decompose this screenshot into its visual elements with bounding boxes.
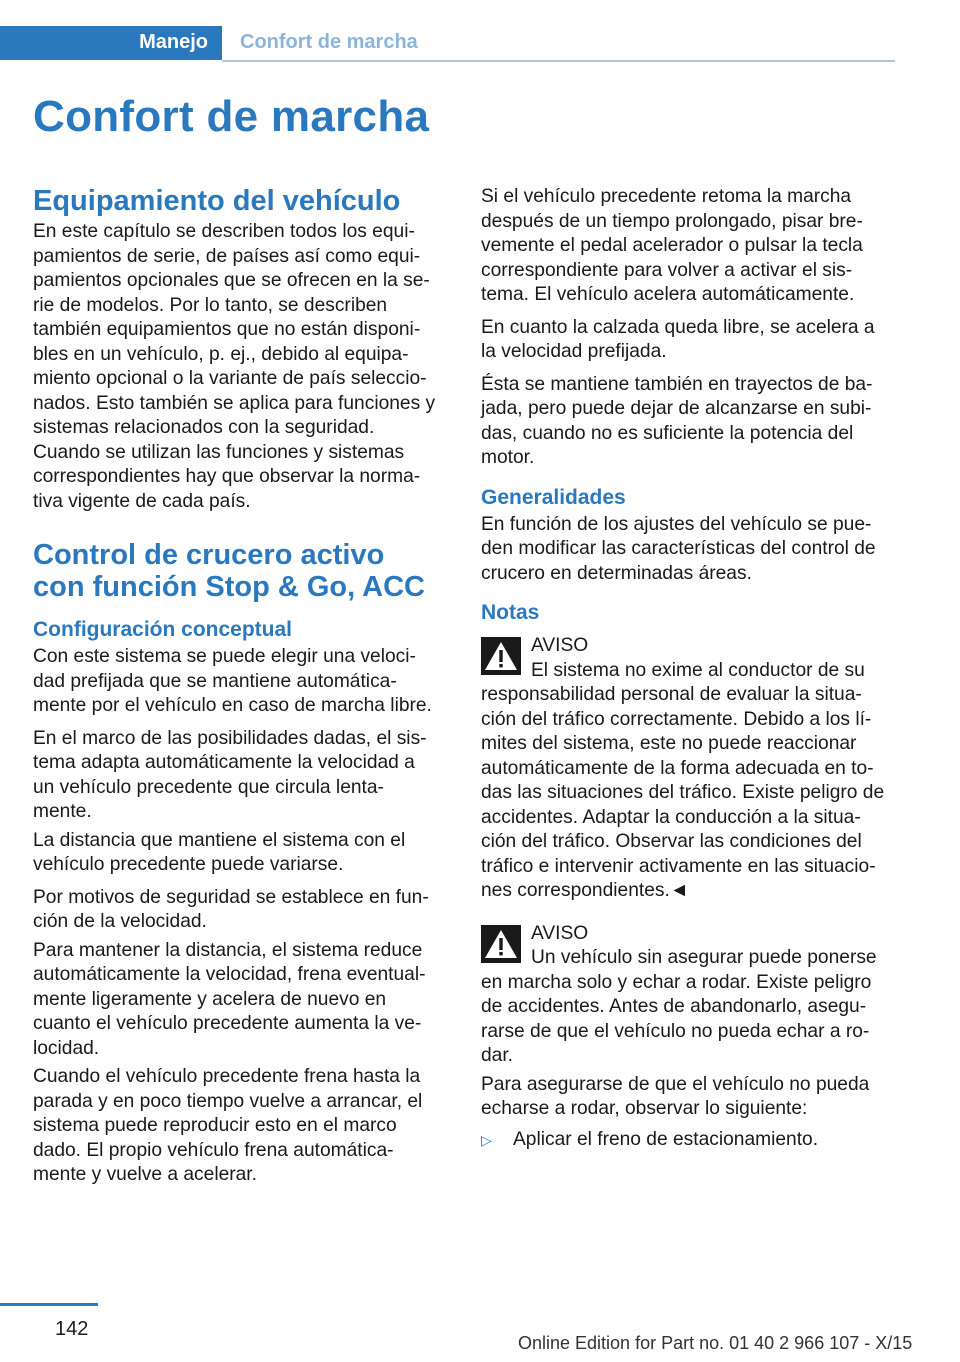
- paragraph-right-3: Ésta se mantiene también en trayectos de ba- jada, pero puede dejar de alcanzarse en subi- das, cuando no es suficiente la potencia del motor.: [481, 373, 873, 468]
- paragraph-acc-1: Con este sistema se puede elegir una veloci- dad prefijada que se mantiene automática- mente por el vehículo en caso de marcha libre.: [33, 646, 432, 716]
- warning-1: [481, 634, 901, 683]
- heading-acc: Control de crucero activo con función Stop & Go, ACC: [33, 539, 425, 603]
- paragraph-equipamiento: En este capítulo se describen todos los equi- pamientos de serie, de países así como equi- pamientos opcionales que se ofrecen en la se- rie de modelos. Por lo tanto, se describen también equipamientos que no están disponi- bles en un vehículo, p. ej., debido al equipa- miento opcional o la variante de país seleccio- nados. Esto también se aplica para funciones y sistemas relacionados con la seguridad. Cuando se utilizan las funciones y sistemas correspondientes hay que observar la norma- tiva vigente de cada país.: [33, 221, 436, 512]
- list-item: [481, 1128, 901, 1153]
- left-column: [33, 185, 453, 1196]
- warning-1-body: responsabilidad personal de evaluar la situa- ción del tráfico correctamente. Debido a los lí- mites del sistema, este no puede reaccionar automáticamente de la forma adecuada en to- das las situaciones del tráfico. Existe peligro de accidentes. Adaptar la conducción a la situa- ción del tráfico. Observar las condiciones del tráfico e intervenir activamente en las situacio- nes correspondientes.◄: [481, 684, 885, 901]
- warning-triangle-icon: [481, 925, 521, 963]
- edition-note: Online Edition for Part no. 01 40 2 966 107 - X/15: [518, 1333, 913, 1353]
- chapter-tabs: [0, 26, 895, 62]
- paragraph-acc-4: Por motivos de seguridad se establece en fun- ción de la velocidad.: [33, 886, 429, 932]
- paragraph-right-1: Si el vehículo precedente retoma la marcha después de un tiempo prolongado, pisar bre- vemente el pedal acelerador o pulsar la tecla correspondiente para volver a activar el sis- tema. El vehículo acelera automáticamente.: [481, 186, 863, 305]
- page-title: Confort de marcha: [33, 92, 430, 141]
- page-number: 142: [55, 1318, 89, 1340]
- right-column: [481, 185, 901, 1152]
- footer-divider: [0, 1303, 98, 1306]
- paragraph-generalidades: En función de los ajustes del vehículo se pue- den modificar las características del control de crucero en determinadas áreas.: [481, 513, 876, 584]
- paragraph-secure: Para asegurarse de que el vehículo no pueda echarse a rodar, observar lo siguiente:: [481, 1073, 870, 1119]
- paragraph-acc-6: Cuando el vehículo precedente frena hasta la parada y en poco tiempo vuelve a arrancar, el sistema puede reproducir esto en el marco dado. El propio vehículo frena automática- mente y vuelve a acelerar.: [33, 1066, 423, 1185]
- paragraph-acc-3: La distancia que mantiene el sistema con el vehículo precedente puede variarse.: [33, 829, 406, 875]
- list-item-text: Aplicar el freno de estacionamiento.: [513, 1128, 819, 1150]
- paragraph-acc-2: En el marco de las posibilidades dadas, el sis- tema adapta automáticamente la velocidad a un vehículo precedente que circula lenta- mente.: [33, 727, 427, 822]
- heading-configuracion: Configuración conceptual: [33, 618, 293, 641]
- warning-1-heading: AVISO El sistema no exime al conductor de su: [531, 635, 865, 681]
- paragraph-right-2: En cuanto la calzada queda libre, se acelera a la velocidad prefijada.: [481, 316, 875, 362]
- header-divider: [222, 60, 895, 62]
- tab-confort-de-marcha[interactable]: Confort de marcha: [240, 31, 418, 53]
- warning-2-heading: AVISO Un vehículo sin asegurar puede ponerse: [531, 922, 877, 968]
- warning-triangle-icon: [481, 637, 521, 675]
- heading-notas: Notas: [481, 601, 540, 624]
- heading-equipamiento: Equipamiento del vehículo: [33, 185, 401, 217]
- tab-manejo-label: Manejo: [139, 31, 208, 53]
- warning-2: [481, 922, 901, 971]
- paragraph-acc-5: Para mantener la distancia, el sistema reduce automáticamente la velocidad, frena eventual- mente ligeramente y acelera de nuevo en cuanto el vehículo precedente aumenta la ve- locidad.: [33, 939, 426, 1059]
- heading-generalidades: Generalidades: [481, 485, 626, 509]
- warning-2-body: en marcha solo y echar a rodar. Existe peligro de accidentes. Antes de abandonarlo, asegu- rarse de que el vehículo no pueda echar a ro- dar.: [481, 971, 872, 1066]
- bullet-arrow-icon: ▷: [481, 1131, 492, 1148]
- tab-manejo[interactable]: [0, 26, 222, 60]
